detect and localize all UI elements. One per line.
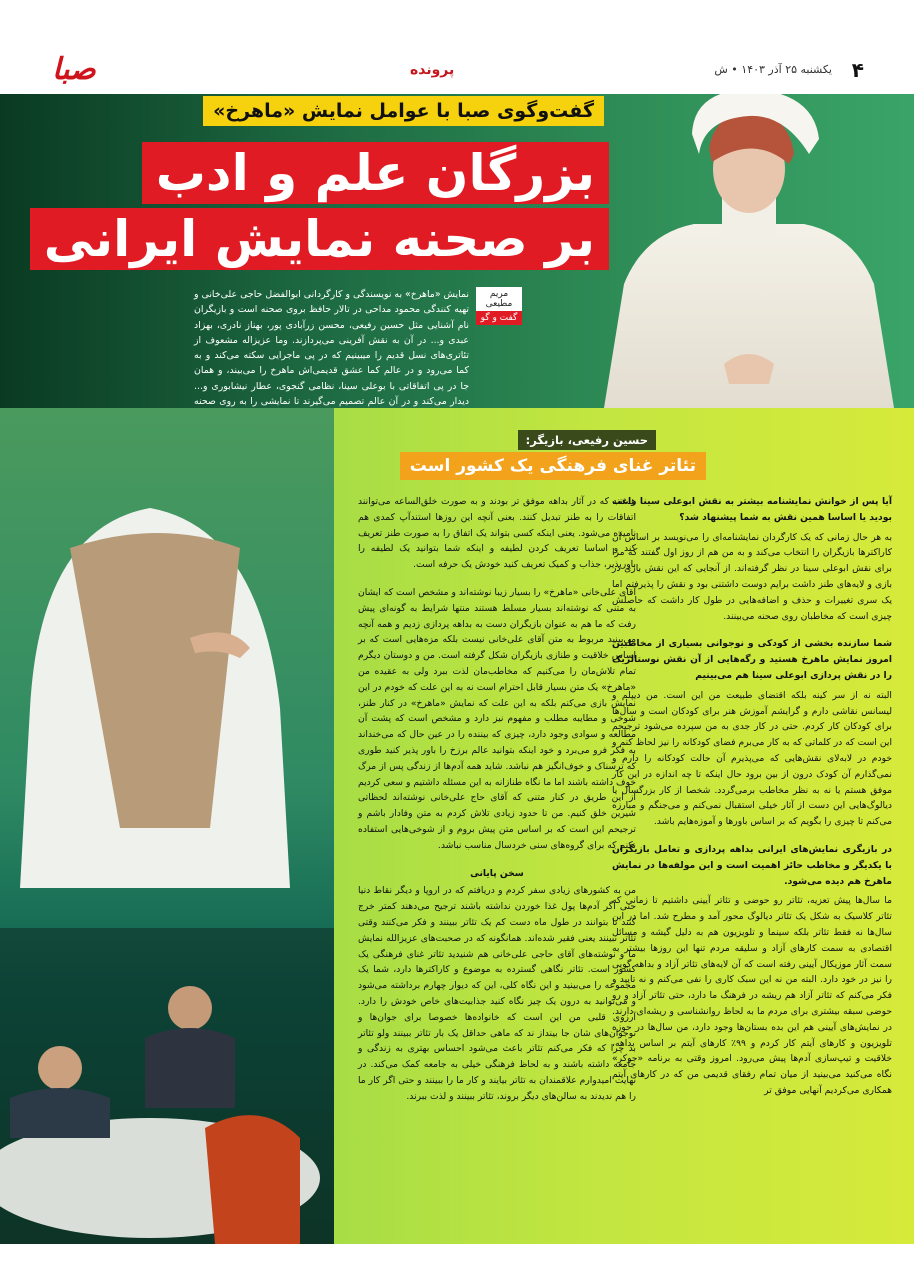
headline-line-2: بر صحنه نمایش ایرانی: [30, 208, 609, 270]
subheading: سخن پایانی: [470, 867, 524, 879]
question: آیا پس از خوانش نمایشنامه بیشتر به نقش ابوعلی سینا راغب بودید یا اساسا همین نقش به شما پیشنهاد شد؟: [612, 496, 892, 523]
answer: ما سال‌ها پیش تعزیه، تئاتر رو حوضی و تئاتر آیینی داشتیم تا زمانی که تئاتر کلاسیک به شکل یک تئاتر دیالوگ محور آمد و مطرح شد. اما در این سال‌ها نه فقط تئاتر بلکه سینما و تلویزیون هم به دلیل گیشه و مسائل اقتصادی به سمت کارهای آزاد و سلیقه مردم تنها این روزها بیشتر به سمت آثار موزیکال آیینی رفته است که آن لایه‌های تئاتر آزاد و بداهه گویی را نیز در خود دارد. البته من نه این سبک کاری را نفی می‌کنم و نه تایید و فکر می‌کنم که تئاتر آزاد هم ریشه در فرهنگ ما دارد، حتی تئاتر آزاد و رو حوضی سبقه بیشتری برای مردم ما به لحاظ روانشناسی و ریشه‌ای دارند. در نمایش‌های آیینی هم این بده بستان‌ها وجود دارد، من سال‌ها در حوزه تلویزیون و کارهای آیتم کار کردم و ۹۹٪ کارهای آیتم بر اساس بداهه، خلاقیت و تیپ‌سازی آدم‌ها پیش می‌رود. امروز وقتی به برنامه «جوکر» نگاه می‌کنید می‌بینید از میان تمام رفقای قدیمی من که در کارهای آیتم همکاری می‌کردیم آنهایی موفق تر: [612, 895, 892, 1096]
byline: [476, 287, 522, 325]
byline-tag: گفت و گو: [476, 311, 522, 325]
question: در بازیگری نمایش‌های ایرانی بداهه پردازی و تعامل بازیگران با یکدیگر و مخاطب حائز اهمیت است و این مولفه‌ها در نمایش ماهرخ هم دیده می‌شود.: [612, 843, 892, 887]
paragraph: آقای علی‌خانی «ماهرخ» را بسیار زیبا نوشته‌اند و مشخص است که ایشان به متنی که نوشته‌اند بسیار مسلط هستند منتها شرایط به گونه‌ای پیش رفت که ما هم به عنوان بازیگران دست به بداهه پردازی زدیم و همه آنچه می‌بینید مربوط به متن آقای علی‌خانی نیست بلکه مزه‌هایی است که بر اساس خلاقیت و طنازی بازیگران شکل گرفته است. من و دوستان دیگرم تمام تلاش‌مان را می‌کنیم که مخاطب‌مان لذت ببرد ولی به عقیده من «ماهرخ» یک متن بسیار قابل احترام است نه به این علت که خودم در این نمایش بازی می‌کنم بلکه به این علت که نمایش «ماهرخ» در کنار طنز، شوخی و مطایبه مطلب و مفهوم نیز دارد و مشخص است که پشت آن مطالعه و سوادی وجود دارد، چیزی که بیننده را در عین حال که می‌خنداند به فکر فرو می‌برد و خود اینکه بتوانید عالم برزخ را باور پذیر کنید طوری که ترسناک و خوف‌انگیز هم نباشد. شاید همه آدم‌ها از زندگی پس از مرگ خوف داشته باشند اما ما نگاه طنازانه به این مسئله داشتیم و سعی کردیم از این طریق در کنار متنی که آقای حاج علی‌خانی نوشته‌اند لحظاتی شیرین خلق کنیم. من تا حدود زیادی تلاش کردم به متن وفادار باشم و ترجیحم این است که بر اساس متن پیش بروم و از شوخی‌هایی استفاده نکنم که برای گروه‌های سنی خردسال مناسب نباشد.: [358, 586, 636, 851]
paragraph: من به کشورهای زیادی سفر کردم و دریافتم که در اروپا و دیگر نقاط دنیا حتی اگر آدم‌ها پول غذا خوردن نداشته باشند ترجیح می‌دهند کمتر خرج کنند تا بتوانند در طول ماه دست کم یک تئاتر ببینند و فکر می‌کنند وقتی تئاتر نبینند یعنی فقیر شده‌اند. همانگونه که در صحبت‌های عزیزالله نمایش ما و نوشته‌های آقای حاجی علی‌خانی هم شنیدید تئاتر غنای فرهنگی یک کشور است. تئاتر نگاهی گسترده به موضوع و کاراکترها دارد، شما یک مجموعه را می‌بینید و این نگاه کلی، این که دیوار چهارم برداشته می‌شود و می‌توانید به درون یک چیز نگاه کنید جذابیت‌های خاص خودش را دارد. آرزوی قلبی من این است که خانواده‌ها خصوصا برای جوان‌ها و نوجوان‌های شان جا بینداز ند که ماهی حداقل یک بار تئاتر ببینند ولو تئاتر بد چرا که فکر می‌کنم تئاتر باعث می‌شود احساس بهتری به زندگی و جامعه داشته باشند و به لحاظ فرهنگی خیلی به جامعه کمک می‌کند. در نهایت امیدوارم علاقمندان به تئاتر بیایند و کار ما را ببینند و حتی اگر کار ما را هم ندیدند به سالن‌های دیگر بروند، تئاتر ببینند و لذت ببرند.: [358, 885, 636, 1102]
article-kicker: حسین رفیعی، بازیگر:: [518, 430, 656, 450]
actress-photo: [584, 94, 914, 408]
section-name: پرونده: [410, 62, 455, 78]
newspaper-logo[interactable]: صبا: [52, 52, 96, 87]
page-number: ۴: [851, 58, 864, 82]
article-column-right: [612, 494, 892, 1111]
page-header: [0, 0, 914, 94]
page-footer: [0, 1244, 914, 1280]
intro-paragraph: نمایش «ماهرخ» به نویسندگی و کارگردانی ابوالفضل حاجی علی‌خانی و تهیه کنندگی محمود مداحی در تالار حافظ بروی صحنه است و بازیگران نام آشنایی مثل حسین رفیعی، محسن زرآبادی پور، بهناز نادری، بهزاد عبدی و... در آن به نقش آفرینی می‌پردازند. وما عزیزاله مشعوف از تئاتری‌های نسل قدیم را میبینیم که در پی ماجرایی سکته می‌کند و به کما می‌رود و در عالم کما عشق قدیمی‌اش ماهرخ را می‌بیند، و همان جا در پی اتفاقاتی با بوعلی سینا، نظامی گنجوی، عطار نیشابوری و... دیدار می‌کند و در آن عالم تصمیم می‌گیرند تا نمایشی را به روی صحنه: [194, 289, 469, 408]
hero-banner: [0, 94, 914, 408]
headline-line-1: بزرگان علم و ادب: [142, 142, 609, 204]
issue-date: یکشنبه ۲۵ آذر ۱۴۰۳ • ش: [714, 63, 832, 76]
question: شما سازنده بخشی از کودکی و نوجوانی بسیاری از مخاطبین امروز نمایش ماهرخ هستید و رگه‌هایی از آن نقش نوستالژیک را در نقش پردازی ابوعلی سینا هم می‌بینیم: [612, 638, 892, 681]
paragraph: هستند که در آثار بداهه موفق تر بودند و به صورت خلق‌الساعه می‌توانند اتفاقات را به طنز تبدیل کنند. بعنی آنچه این روزها استندآپ کمدی هم نامیده می‌شود. یعنی اینکه کسی بتواند یک اتفاق را به صورت طنز تعریف کند و اساسا تعریف کردن لطیفه و اینکه شما بتوانید یک لطیفه را باورپذیر، جذاب و کمیک تعریف کنید خودش یک حرفه است.: [358, 496, 636, 571]
article-title: تئاتر غنای فرهنگی یک کشور است: [400, 452, 706, 480]
answer: به هر حال زمانی که یک کارگردان نمایشنامه‌ای را می‌نویسد بر اساس آن کاراکترها بازیگران را انتخاب می‌کند و به من هم از روز اول گفتند که مرا برای نقش ابوعلی سینا در نظر گرفته‌اند. از آنجایی که این نقش بازی در بازی و لایه‌های طنز داشت برایم دوست داشتنی بود و نقش را پذیرفتم اما یک سری تغییرات و حذف و اضافه‌هایی در طول کار داشت که حاصلش چیزی است که مخاطبان روی صحنه می‌بینند.: [612, 531, 892, 622]
answer: البته نه از سر کینه بلکه اقتضای طبیعت من این است. من دیپلم و لیسانس نقاشی دارم و گرایشم آموزش هنر برای کودکان است و سال‌ها برای کودکان کار کردم. حتی در کار جدی به من سپرده می‌شود ترجیحم این است که در کلماتی که به کار می‌برم فضای کودکانه را نیز لحاظ کنم و خودم در لابه‌لای نقش‌هایی که می‌پذیرم آن حالت کودکانه را دارم و نمی‌گذارم آن کودک درون از بین برود حال اینکه تا چه اندازه در این کار موفق هستم یا نه به نظر مخاطب برمی‌گردد. شخصا از کار بزرگسال یا دیالوگ‌هایی این دست از آثار خیلی استقبال نمی‌کنم و می‌جنگم و مبارزه می‌کنم تا چیزی را بگویم که بر اساس باورها و آموزه‌هایم باشد.: [612, 689, 892, 828]
article-column-left: [358, 494, 636, 1116]
byline-author: مریم مطیعی: [476, 287, 522, 311]
actor-photo: [0, 408, 334, 1244]
interview-article: [334, 408, 914, 1244]
hero-kicker: گفت‌وگوی صبا با عوامل نمایش «ماهرخ»: [203, 96, 604, 126]
stage-photos: [0, 408, 334, 1244]
